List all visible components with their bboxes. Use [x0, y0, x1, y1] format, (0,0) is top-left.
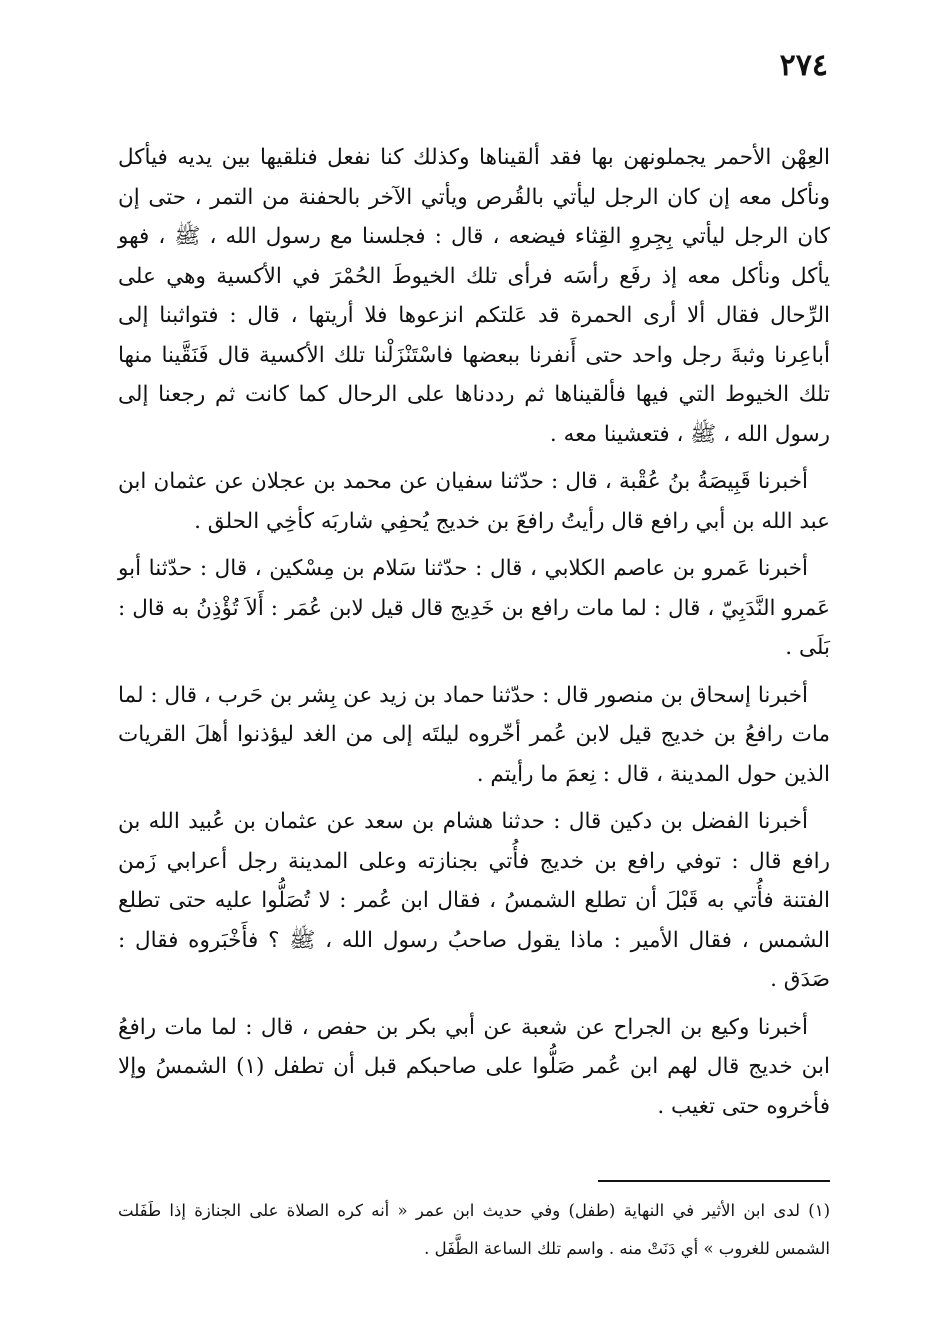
page-number: ٢٧٤ [779, 48, 828, 83]
paragraph-5: أخبرنا الفضل بن دكين قال : حدثنا هشام بن سعد عن عثمان بن عُبيد الله بن رافع قال : توفي رافع بن خديج فأُتي بجنازته وعلى المدينة رجل أعرابي زَمن الفتنة فأُتي به قَبْلَ أن تطلع الشمسُ ، فقال ابن عُمر : لا تُصَلُّوا عليه حتى تطلع الشمس ، فقال الأمير : ماذا يقول صاحبُ رسول الله ، ﷺ ؟ فأَخْبَروه فقال : صَدَق . [118, 809, 830, 992]
footnote: (١) لدى ابن الأثير في النهاية (طفل) وفي حديث ابن عمر « أنه كره الصلاة على الجنازة إذا طَفَلت الشمس للغروب » أي دَنَتْ منه . واسم تلك الساعة الطَّفَل . [118, 1201, 830, 1258]
paragraph-6: أخبرنا وكيع بن الجراح عن شعبة عن أبي بكر بن حفص ، قال : لما مات رافعُ ابن خديج قال لهم ابن عُمر صَلُّوا على صاحبكم قبل أن تطفل (١) الشمسُ وإلا فأخروه حتى تغيب . [118, 1014, 830, 1119]
paragraph-2: أخبرنا قَبِيصَةُ بنُ عُقْبة ، قال : حدّثنا سفيان عن محمد بن عجلان عن عثمان ابن عبد الله بن أبي رافع قال رأيتُ رافعَ بن خديج يُحفِي شاربَه كأخِي الحلق . [118, 469, 830, 534]
paragraph-3: أخبرنا عَمرو بن عاصم الكلابي ، قال : حدّثنا سَلام بن مِسْكين ، قال : حدّثنا أبو عَمرو النَّدَبِيّ ، قال : لما مات رافع بن خَدِيج قال قيل لابن عُمَر : أَلاَ تُؤْذِنُ به قال : بَلَى . [118, 556, 830, 660]
main-text [118, 138, 830, 1134]
paragraph-4: أخبرنا إسحاق بن منصور قال : حدّثنا حماد بن زيد عن بِشر بن حَرب ، قال : لما مات رافعُ بن خديج قيل لابن عُمر أخّروه ليلتَه إلى من الغد ليؤذنوا أهلَ القريات الذين حول المدينة ، قال : نِعمَ ما رأيتم . [118, 682, 830, 787]
paragraph-1: العِهْن الأحمر يجملونهن بها فقد ألقيناها وكذلك كنا نفعل فنلقيها بين يديه فيأكل ونأكل معه إن كان الرجل ليأتي بالقُرص ويأتي الآخر بالحفنة من التمر ، حتى إن كان الرجل ليأتي بِجِروِ القِثاء فيضعه ، قال : فجلسنا مع رسول الله ، ﷺ ، فهو يأكل ونأكل معه إذ رفَع رأسَه فرأى تلك الخيوطَ الحُمْرَ في الأكسية وهي على الرِّحال فقال ألا أرى الحمرة قد عَلتكم انزعوها فلا أريتها ، قال : فتواثبنا إلى أباعِرنا وثبةَ رجل واحد حتى أَنفرنا ببعضها فاسْتَنْزَلْنا تلك الأكسية قال فَنَقَّينا منها تلك الخيوط التي فيها فألقيناها ثم رددناها على الرحال كما كانت ثم رجعنا إلى رسول الله ، ﷺ ، فتعشينا معه . [118, 145, 830, 447]
footnote-divider [598, 1180, 830, 1182]
